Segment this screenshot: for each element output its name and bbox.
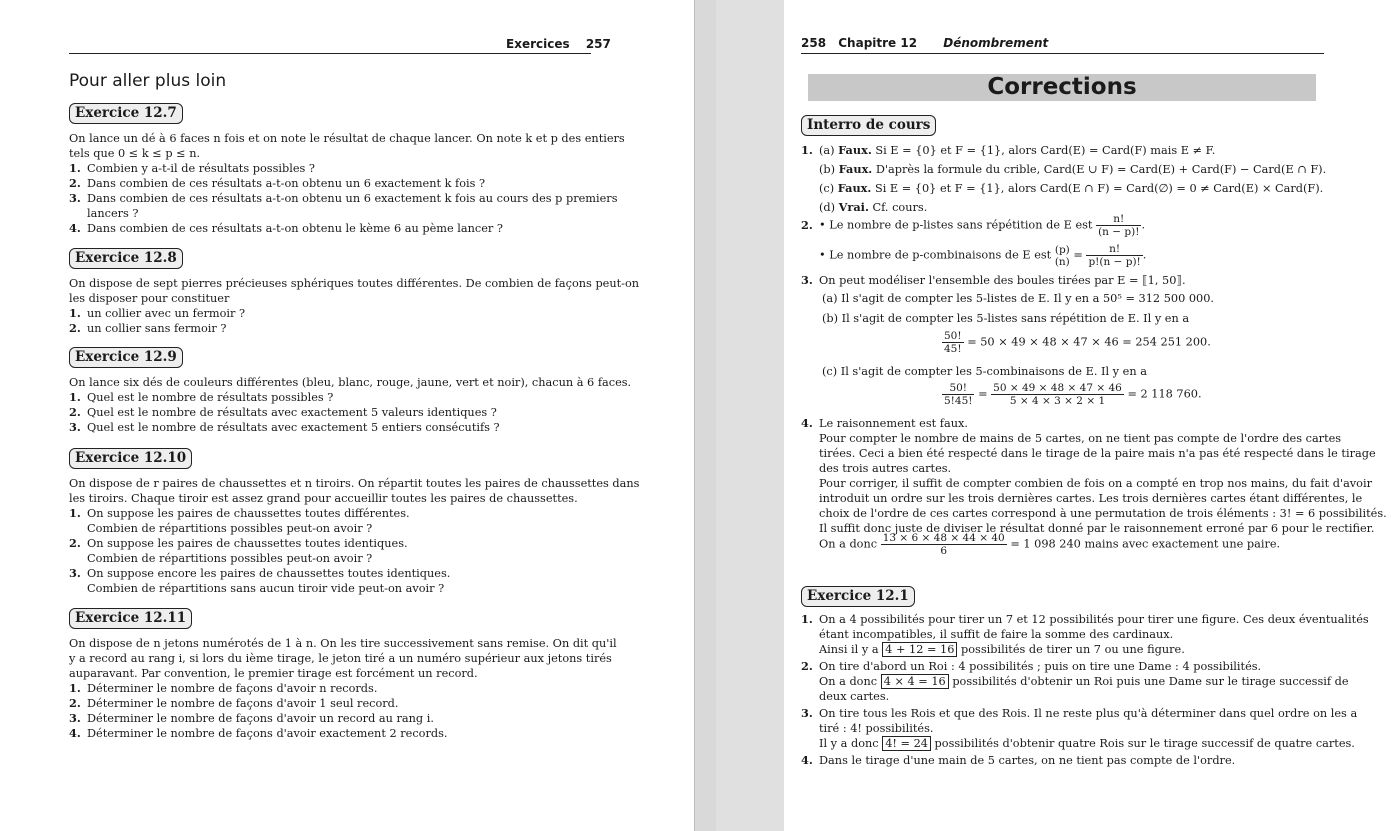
exercise-line: Combien de répartitions possibles peut-on avoir ? <box>87 552 373 565</box>
q1-line-b: (b) Faux. D'après la formule du crible, Card(E ∪ F) = Card(E) + Card(F) − Card(E ∩ F). <box>819 162 1327 176</box>
q1-line-d: (d) Vrai. Cf. cours. <box>819 200 928 214</box>
interro-q2-a: 2. • Le nombre de p-listes sans répétition de E est $\frac{n!}{(n - p)!}$ . <box>801 213 1146 238</box>
header-page-number: 258 <box>801 36 827 50</box>
header-rule <box>801 53 1324 54</box>
exercise-box-12-7: Exercice 12.7 <box>69 103 183 124</box>
exercise-line: 3. Dans combien de ces résultats a-t-on obtenu un 6 exactement k fois au cours des p premiers <box>69 191 618 205</box>
interro-q1 <box>801 141 1326 217</box>
q3-a: (a) Il s'agit de compter les 5-listes de E. Il y en a 50⁵ = 312 500 000. <box>822 292 1215 305</box>
header-page-number: 257 <box>585 37 611 51</box>
running-header-left <box>506 37 611 51</box>
header-section: Exercices <box>506 37 570 51</box>
exercise-line: 2. On suppose les paires de chaussettes toutes identiques. <box>69 536 408 550</box>
boxed-result: 4! = 24 <box>882 736 931 751</box>
q4-line: 4. Le raisonnement est faux. <box>801 416 968 430</box>
interro-box: Interro de cours <box>801 115 936 136</box>
interro-q4 <box>801 416 1387 536</box>
exercise-line: les disposer pour constituer <box>69 292 230 305</box>
interro-q2-b: • Le nombre de p-combinaisons de E est (p) (n) = $\frac{n!}{p!(n - p)!}$ . <box>819 243 1147 268</box>
exercise-line: On dispose de r paires de chaussettes et n tiroirs. On répartit toutes les paires de chaussettes dans <box>69 477 640 490</box>
q4-line: choix de l'ordre de ces cartes correspond à une permutation de trois éléments : 3! = 6 possibilités. <box>819 507 1387 520</box>
header-chapter: Chapitre 12 <box>838 36 918 50</box>
running-header-right <box>801 36 1048 50</box>
q4-line: Pour corriger, il suffit de compter combien de fois on a compté en trop nos mains, du fait d'avoir <box>819 477 1373 490</box>
exercise-line: 2. un collier sans fermoir ? <box>69 321 227 335</box>
exercise-line: 2. Déterminer le nombre de façons d'avoir 1 seul record. <box>69 696 399 710</box>
interro-q3: 3. On peut modéliser l'ensemble des boules tirées par E = ⟦1, 50⟧. <box>801 273 1186 287</box>
exercise-line: 2. Quel est le nombre de résultats avec exactement 5 valeurs identiques ? <box>69 405 497 419</box>
exercise-line: tels que 0 ≤ k ≤ p ≤ n. <box>69 147 201 160</box>
exercise-12-11-text <box>69 636 617 741</box>
exercise-line: 2. Dans combien de ces résultats a-t-on obtenu un 6 exactement k fois ? <box>69 176 486 190</box>
section-title: Pour aller plus loin <box>69 71 227 91</box>
header-rule <box>69 53 591 54</box>
q4-line: Il suffit donc juste de diviser le résultat donné par le raisonnement erroné par 6 pour le rectifier. <box>819 522 1375 535</box>
exercise-12-10-text <box>69 476 639 596</box>
q4-line: Pour compter le nombre de mains de 5 cartes, on ne tient pas compte de l'ordre des cartes <box>819 432 1342 445</box>
q1-line-a: 1. (a) Faux. Si E = {0} et F = {1}, alors Card(E) = Card(F) mais E ≠ F. <box>801 143 1216 157</box>
exercise-line: 4. Déterminer le nombre de façons d'avoir exactement 2 records. <box>69 726 448 740</box>
exercise-line: 1. Déterminer le nombre de façons d'avoir n records. <box>69 681 378 695</box>
corrections-title: Corrections <box>808 74 1316 101</box>
book-gutter <box>694 0 717 831</box>
q4-line: introduit un ordre sur les trois dernières cartes. Les trois dernières cartes étant différentes, le <box>819 492 1363 505</box>
exercise-line: On dispose de n jetons numérotés de 1 à n. On les tire successivement sans remise. On dit qu'il <box>69 637 617 650</box>
header-chapter-title: Dénombrement <box>943 36 1049 50</box>
exercise-line: 3. On suppose encore les paires de chaussettes toutes identiques. <box>69 566 451 580</box>
q4-line: tirées. Ceci a bien été respecté dans le tirage de la paire mais n'a pas été respecté dans le tirage <box>819 447 1376 460</box>
exercise-box-12-9: Exercice 12.9 <box>69 347 183 368</box>
exercise-line: lancers ? <box>87 207 139 220</box>
exercise-box-12-8: Exercice 12.8 <box>69 248 183 269</box>
page-margin-strip <box>716 0 784 831</box>
q3-c: (c) Il s'agit de compter les 5-combinaisons de E. Il y en a <box>822 365 1147 378</box>
exercise-box-12-11: Exercice 12.11 <box>69 608 192 629</box>
exercise-line: les tiroirs. Chaque tiroir est assez grand pour accueillir toutes les paires de chaussettes. <box>69 492 578 505</box>
exercise-line: On dispose de sept pierres précieuses sphériques toutes différentes. De combien de façons peut-on <box>69 277 640 290</box>
exercise-line: On lance six dés de couleurs différentes (bleu, blanc, rouge, jaune, vert et noir), chacun à 6 faces. <box>69 376 632 389</box>
boxed-result: 4 × 4 = 16 <box>881 674 949 689</box>
exercise-box-12-10: Exercice 12.10 <box>69 448 192 469</box>
exercise-line: 3. Déterminer le nombre de façons d'avoir un record au rang i. <box>69 711 434 725</box>
q3-b: (b) Il s'agit de compter les 5-listes sans répétition de E. Il y en a <box>822 312 1190 325</box>
exercise-line: auparavant. Par convention, le premier tirage est forcément un record. <box>69 667 478 680</box>
exercise-line: 4. Dans combien de ces résultats a-t-on obtenu le kème 6 au pème lancer ? <box>69 221 503 235</box>
exercise-box-12-1: Exercice 12.1 <box>801 586 915 607</box>
exercise-line: 1. Combien y a-t-il de résultats possibles ? <box>69 161 315 175</box>
exercise-12-8-text <box>69 276 639 336</box>
exercise-line: y a record au rang i, si lors du ième tirage, le jeton tiré a un numéro supérieur aux jetons tirés <box>69 652 612 665</box>
exercise-line: Combien de répartitions possibles peut-on avoir ? <box>87 522 373 535</box>
exercise-12-7-text <box>69 131 625 236</box>
q4-final: On a donc $\frac{13 \times 6 \times 48 \times 44 \times 40}{6}$ = 1 098 240 mains avec exactement une paire. <box>819 532 1281 557</box>
exercise-12-9-text <box>69 375 631 435</box>
left-page <box>0 0 694 831</box>
boxed-result: 4 + 12 = 16 <box>882 642 957 657</box>
right-page <box>784 0 1391 831</box>
exercise-line: On lance un dé à 6 faces n fois et on note le résultat de chaque lancer. On note k et p des entiers <box>69 132 625 145</box>
exercise-line: Combien de répartitions sans aucun tiroir vide peut-on avoir ? <box>87 582 445 595</box>
q4-line: des trois autres cartes. <box>819 462 952 475</box>
q3-c-formula: $\frac{50!}{5!45!}$ = $\frac{50 \times 49 \times 48 \times 47 \times 46}{5 \times 4 \times 3 \times 2 \times 1}$ = 2 118 760. <box>944 382 1202 407</box>
exercise-line: 3. Quel est le nombre de résultats avec exactement 5 entiers consécutifs ? <box>69 420 500 434</box>
exercise-line: 1. un collier avec un fermoir ? <box>69 306 246 320</box>
exercise-12-1-answers: 1. On a 4 possibilités pour tirer un 7 et 12 possibilités pour tirer une figure. Ces deux éventualités étant incompatibles, il suffit de faire la somme des cardinaux. Ainsi il y a 4 + 12 = 16 possibilités de tirer un 7 ou une figure. 2. On tire d'abord un Roi : 4 possibilités ; puis on tire une Dame : 4 possibilités. On a donc 4 × 4 = 16 possibilités d'obtenir un Roi puis une Dame sur le tirage successif de deux cartes. 3. On tire tous les Rois et que des Rois. Il ne reste plus qu'à déterminer dans quel ordre on les a tiré : 4! possibilités. Il y a donc 4! = 24 possibilités d'obtenir quatre Rois sur le tirage successif de quatre cartes. 4. Dans le tirage d'une main de 5 cartes, on ne tient pas compte de l'ordre. <box>801 612 1369 767</box>
q3-b-formula: $\frac{50!}{45!}$ = 50 × 49 × 48 × 47 × 46 = 254 251 200. <box>944 330 1211 355</box>
exercise-line: 1. Quel est le nombre de résultats possibles ? <box>69 390 334 404</box>
q1-line-c: (c) Faux. Si E = {0} et F = {1}, alors Card(E ∩ F) = Card(∅) = 0 ≠ Card(E) × Card(F). <box>819 181 1324 195</box>
exercise-line: 1. On suppose les paires de chaussettes toutes différentes. <box>69 506 410 520</box>
